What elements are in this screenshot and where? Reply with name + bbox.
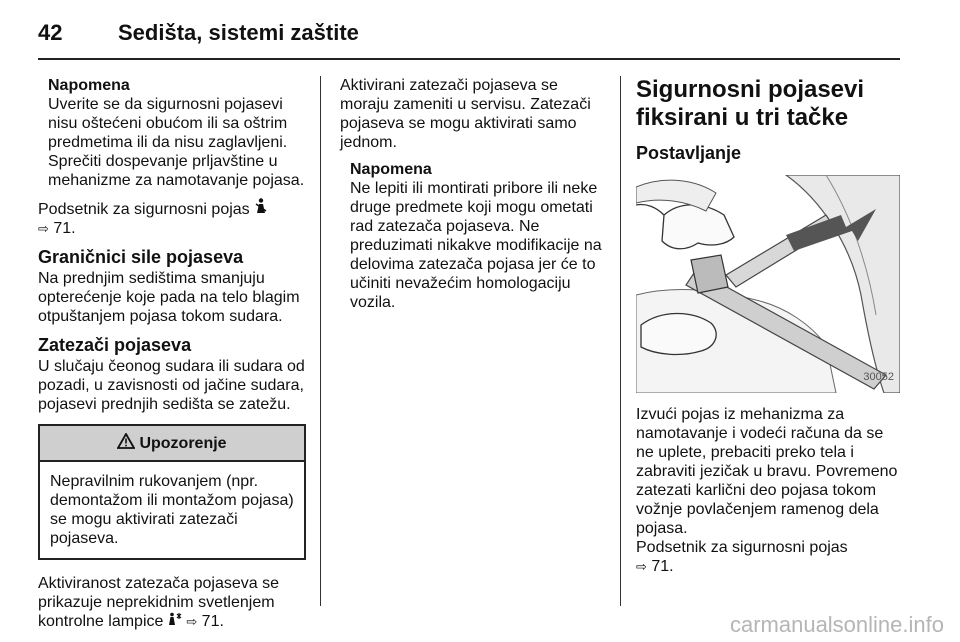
- page-number: 42: [38, 20, 63, 45]
- seatbelt-reminder-icon: [254, 201, 268, 218]
- note-block: [340, 160, 608, 312]
- seatbelt-reminder: [38, 198, 306, 238]
- page-header: [38, 20, 908, 60]
- fastening-text: Izvući pojas iz mehanizma za namotavanje i vodeći računa da se ne uplete, prebaciti preko tela i zabraviti jezičak u bravu. Povremeno zatezati karlični deo pojasa tokom vožnje povlačenjem ramenog dela pojasa.: [636, 406, 898, 537]
- page-ref[interactable]: 71.: [201, 613, 224, 630]
- section-text-force-limiters: Na prednjim sedištima smanjuju opterećenje koje pada na telo blagim otpuštanjem pojasa tokom sudara.: [38, 270, 300, 325]
- subsection-title-fastening: Postavljanje: [636, 143, 742, 163]
- reminder-text: Podsetnik za sigurnosni pojas: [636, 539, 848, 556]
- page-ref-arrow-icon: ⇨: [38, 221, 49, 236]
- column-2: [340, 76, 608, 320]
- page-ref[interactable]: 71.: [651, 558, 674, 575]
- column-3: [636, 76, 904, 584]
- section-title-force-limiters: Graničnici sile pojaseva: [38, 247, 244, 267]
- column-1: [38, 76, 306, 639]
- note-block: [38, 76, 306, 190]
- warning-text: Nepravilnim rukovanjem (npr. demontažom ili montažom pojasa) se mogu aktivirati zatezači pojaseva.: [50, 473, 294, 547]
- header-divider: [38, 58, 900, 60]
- warning-box: [38, 424, 306, 560]
- watermark: carmanualsonline.info: [729, 612, 944, 637]
- warning-title: Upozorenje: [139, 434, 227, 452]
- column-divider-2: [620, 76, 621, 606]
- column-divider-1: [320, 76, 321, 606]
- figure-code: 30052: [863, 371, 894, 383]
- page-ref-arrow-icon: ⇨: [636, 559, 647, 574]
- reminder-text: Podsetnik za sigurnosni pojas: [38, 201, 250, 218]
- chapter-title: Sedišta, sistemi zaštite: [118, 20, 359, 45]
- activation-text-block: [38, 574, 306, 631]
- note-text: Ne lepiti ili montirati pribore ili neke druge predmete koji mogu ometati rad zatezača pojaseva. Ne preduzimati nikakve modifikacije na delovima zatezača pojasa jer će to učiniti nevažećim homologaciju vozila.: [350, 180, 602, 311]
- activation-text: Aktiviranost zatezača pojaseva se prikazuje neprekidnim svetlenjem kontrolne lampice: [38, 575, 280, 630]
- replacement-text: Aktivirani zatezači pojaseva se moraju zameniti u servisu. Zatezači pojaseva se mogu aktivirati samo jednom.: [340, 77, 591, 151]
- note-title: Napomena: [48, 77, 130, 94]
- page-ref-arrow-icon: ⇨: [186, 614, 198, 629]
- pretensioner-lamp-icon: [168, 613, 186, 630]
- note-title: Napomena: [350, 161, 432, 178]
- section-title-pretensioners: Zatezači pojaseva: [38, 335, 192, 355]
- section-title-three-point-belts: Sigurnosni pojasevi fiksirani u tri tačke: [636, 76, 865, 131]
- fastening-text-block: [636, 405, 904, 576]
- section-text-pretensioners: U slučaju čeonog sudara ili sudara od pozadi, u zavisnosti od jačine sudara, pojasevi prednjih sedišta se zatežu.: [38, 358, 305, 413]
- warning-header: [40, 426, 304, 462]
- warning-triangle-icon: [117, 433, 135, 454]
- seatbelt-illustration: [636, 175, 900, 393]
- note-text: Uverite se da sigurnosni pojasevi nisu oštećeni obućom ili sa oštrim predmetima ili da nisu zaglavljeni. Sprečiti dospevanje prljavštine u mehanizme za namotavanje pojasa.: [48, 96, 305, 189]
- page-ref[interactable]: 71.: [53, 220, 76, 237]
